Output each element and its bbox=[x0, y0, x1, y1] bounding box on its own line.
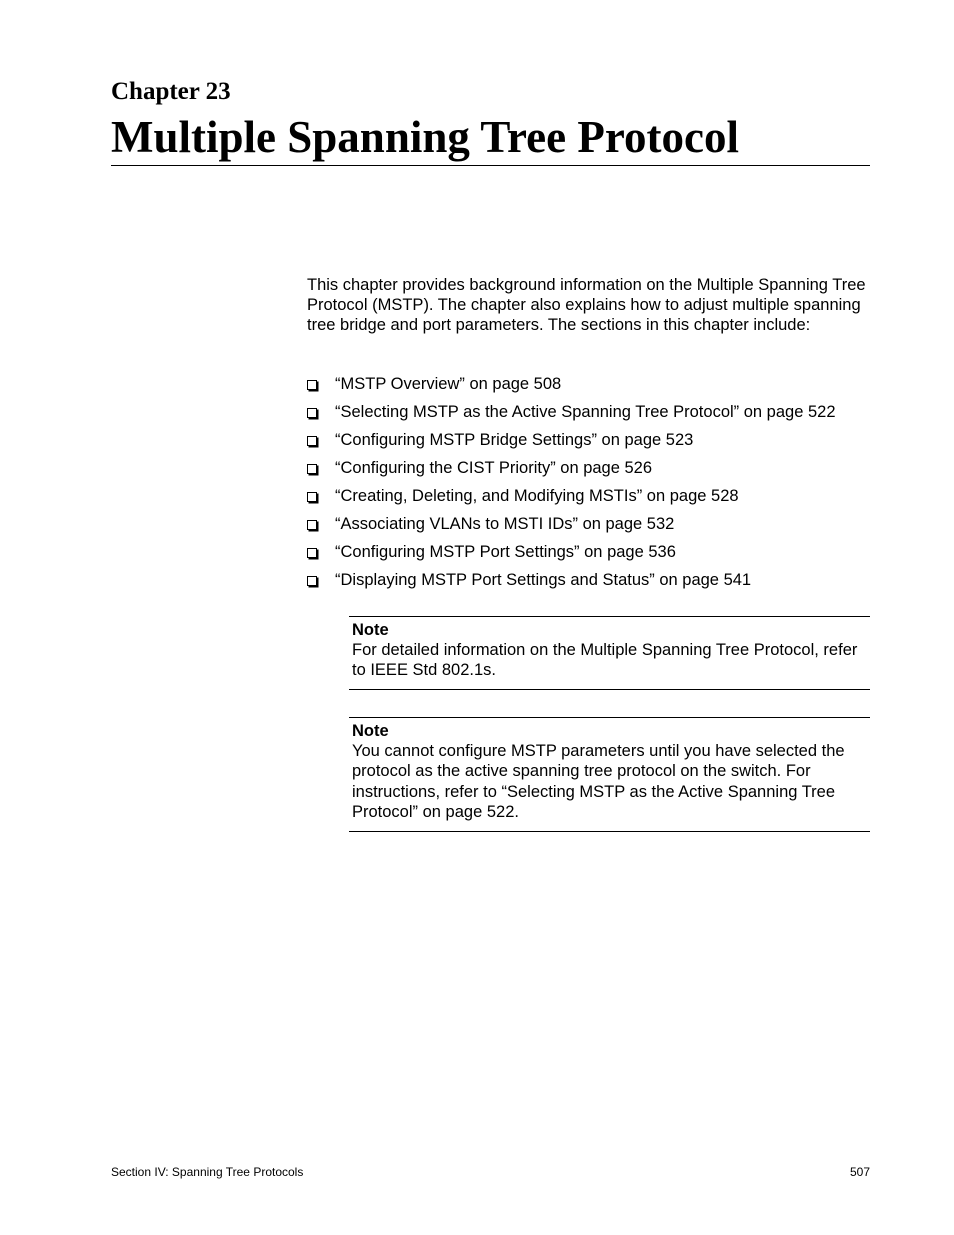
footer-page-number: 507 bbox=[849, 1165, 870, 1179]
section-list bbox=[307, 373, 870, 597]
list-item-label: “Displaying MSTP Port Settings and Status” on page 541 bbox=[335, 571, 752, 589]
intro-paragraph: This chapter provides background information on the Multiple Spanning Tree Protocol (MSTP). The chapter also explains how to adjust multiple spanning tree bridge and port parameters. The sections in this chapter include: bbox=[307, 276, 866, 335]
list-item[interactable] bbox=[307, 513, 870, 541]
hollow-square-bullet-icon bbox=[307, 408, 317, 418]
list-item-label: “MSTP Overview” on page 508 bbox=[335, 375, 562, 393]
list-item[interactable] bbox=[307, 401, 870, 429]
hollow-square-bullet-icon bbox=[307, 492, 317, 502]
hollow-square-bullet-icon bbox=[307, 464, 317, 474]
hollow-square-bullet-icon bbox=[307, 436, 317, 446]
list-item[interactable] bbox=[307, 569, 870, 597]
list-item[interactable] bbox=[307, 541, 870, 569]
footer-section-label: Section IV: Spanning Tree Protocols bbox=[111, 1165, 304, 1179]
list-item[interactable] bbox=[307, 457, 870, 485]
note-body: You cannot configure MSTP parameters until you have selected the protocol as the active spanning tree protocol on the switch. For instructions, refer to “Selecting MSTP as the Active Spanning Tree Protocol” on page 522. bbox=[352, 742, 845, 821]
list-item-label: “Associating VLANs to MSTI IDs” on page 532 bbox=[335, 515, 675, 533]
hollow-square-bullet-icon bbox=[307, 548, 317, 558]
list-item-label: “Configuring the CIST Priority” on page 526 bbox=[335, 459, 653, 477]
hollow-square-bullet-icon bbox=[307, 380, 317, 390]
list-item-label: “Creating, Deleting, and Modifying MSTIs” on page 528 bbox=[335, 487, 739, 505]
list-item-label: “Configuring MSTP Port Settings” on page 536 bbox=[335, 543, 676, 561]
page-title: Multiple Spanning Tree Protocol bbox=[111, 112, 739, 162]
chapter-label: Chapter 23 bbox=[111, 78, 231, 105]
note-heading: Note bbox=[352, 722, 389, 740]
list-item-label: “Selecting MSTP as the Active Spanning Tree Protocol” on page 522 bbox=[335, 403, 836, 421]
note-body: For detailed information on the Multiple Spanning Tree Protocol, refer to IEEE Std 802.1s. bbox=[352, 641, 858, 680]
hollow-square-bullet-icon bbox=[307, 576, 317, 586]
title-divider bbox=[111, 165, 870, 166]
note-box bbox=[349, 616, 870, 690]
list-item[interactable] bbox=[307, 429, 870, 457]
note-box bbox=[349, 717, 870, 832]
note-heading: Note bbox=[352, 621, 389, 639]
hollow-square-bullet-icon bbox=[307, 520, 317, 530]
list-item-label: “Configuring MSTP Bridge Settings” on page 523 bbox=[335, 431, 694, 449]
list-item[interactable] bbox=[307, 373, 870, 401]
list-item[interactable] bbox=[307, 485, 870, 513]
